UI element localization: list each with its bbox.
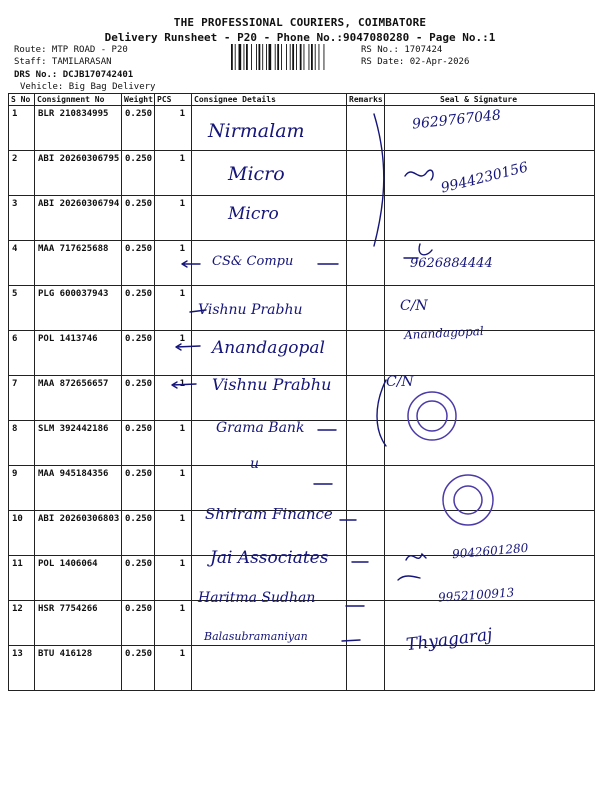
seal-stamp [417,401,447,431]
cell-pcs: 1 [155,286,192,331]
cell-consignment: MAA 872656657 [35,376,122,421]
cell-weight: 0.250 [122,421,155,466]
cell-weight: 0.250 [122,376,155,421]
arrow-icon [182,261,200,267]
cell-sno: 3 [9,196,35,241]
handwritten-consignee: Haritma Sudhan [198,590,316,606]
handwritten-signature: 9042601280 [451,540,529,562]
cell-pcs: 1 [155,646,192,691]
cell-consignment: PLG 600037943 [35,286,122,331]
handwritten-consignee: Nirmalam [208,120,305,142]
dash-mark [342,640,360,641]
signature-scribble [405,170,433,180]
col-weight: Weight [122,94,155,106]
handwritten-consignee: Jai Associates [210,548,329,568]
route-label: Route: MTP ROAD - P20 [14,45,128,55]
handwritten-signature: 9944230156 [439,159,530,197]
handwritten-consignee: Micro [228,163,285,185]
handwritten-consignee: Grama Bank [216,420,305,436]
cell-sno: 6 [9,331,35,376]
handwritten-signature: Anandagopal [403,323,485,343]
signature-scribble [398,576,420,580]
dash-mark [190,310,206,312]
cell-consignment: MAA 717625688 [35,241,122,286]
cell-weight: 0.250 [122,646,155,691]
bracket-mark [374,114,384,246]
cell-weight: 0.250 [122,241,155,286]
cell-consignment: MAA 945184356 [35,466,122,511]
cell-consignment: HSR 7754266 [35,601,122,646]
handwritten-consignee: Anandagopal [212,338,325,358]
handwritten-consignee: Shriram Finance [205,505,333,523]
cell-pcs: 1 [155,331,192,376]
arrow-icon [172,382,196,388]
rs-date: RS Date: 02-Apr-2026 [361,57,470,67]
runsheet-subtitle: Delivery Runsheet - P20 - Phone No.:9047080280 - Page No.:1 [104,31,496,44]
cell-consignment: ABI 20260306795 [35,151,122,196]
cell-sno: 4 [9,241,35,286]
seal-stamp [408,392,456,440]
cell-consignment: ABI 20260306794 [35,196,122,241]
handwritten-consignee: Balasubramaniyan [204,630,308,643]
cell-sno: 1 [9,106,35,151]
cell-sno: 10 [9,511,35,556]
signature-scribble [404,244,432,258]
cell-pcs: 1 [155,151,192,196]
cell-sno: 5 [9,286,35,331]
seal-stamp [443,475,493,525]
drs-number: DRS No.: DCJB170742401 [14,70,134,80]
cell-sno: 9 [9,466,35,511]
cell-sno: 7 [9,376,35,421]
cell-weight: 0.250 [122,331,155,376]
handwritten-signature: 9952100913 [437,585,515,605]
cell-pcs: 1 [155,511,192,556]
cell-weight: 0.250 [122,151,155,196]
cell-sno: 13 [9,646,35,691]
staff-label: Staff: TAMILARASAN [14,57,112,67]
handwritten-remark: C/N [386,374,414,390]
handwritten-consignee: u [250,456,260,472]
handwritten-consignee: CS& Compu [212,254,294,269]
cell-weight: 0.250 [122,196,155,241]
cell-consignment: SLM 392442186 [35,421,122,466]
col-pcs: PCS [155,94,192,106]
handwritten-signature: Thyagaraj [405,624,494,656]
cell-pcs: 1 [155,556,192,601]
col-consignee: Consignee Details [192,94,347,106]
arrow-icon [176,344,200,350]
cell-weight: 0.250 [122,556,155,601]
cell-weight: 0.250 [122,511,155,556]
cell-pcs: 1 [155,196,192,241]
cell-weight: 0.250 [122,466,155,511]
cell-pcs: 1 [155,241,192,286]
company-title: THE PROFESSIONAL COURIERS, COIMBATORE [173,16,427,29]
handwritten-consignee: Vishnu Prabhu [198,302,303,318]
signature-scribble [406,554,426,560]
cell-weight: 0.250 [122,601,155,646]
cell-consignment: ABI 20260306803 [35,511,122,556]
col-seal: Seal & Signature [385,94,595,106]
cell-sno: 12 [9,601,35,646]
handwritten-consignee: Micro [228,204,279,224]
handwritten-remark: C/N [400,298,428,314]
cell-consignment: BTU 416128 [35,646,122,691]
cell-consignment: POL 1406064 [35,556,122,601]
cell-consignment: BLR 210834995 [35,106,122,151]
cell-sno: 11 [9,556,35,601]
handwritten-signature: 9626884444 [410,256,493,271]
rs-number: RS No.: 1707424 [361,45,443,55]
col-sno: S No [9,94,35,106]
handwritten-consignee: Vishnu Prabhu [212,375,332,394]
cell-pcs: 1 [155,106,192,151]
cell-weight: 0.250 [122,106,155,151]
cell-sno: 8 [9,421,35,466]
cell-pcs: 1 [155,601,192,646]
cell-consignment: POL 1413746 [35,331,122,376]
seal-stamp [454,486,482,514]
cell-pcs: 1 [155,466,192,511]
cell-weight: 0.250 [122,286,155,331]
cell-pcs: 1 [155,421,192,466]
col-remarks: Remarks [347,94,385,106]
cell-sno: 2 [9,151,35,196]
cell-pcs: 1 [155,376,192,421]
col-consignment: Consignment No [35,94,122,106]
vehicle-label: Vehicle: Big Bag Delivery [20,82,156,92]
handwritten-signature: 9629767048 [411,107,502,133]
bracket-mark [377,380,386,446]
